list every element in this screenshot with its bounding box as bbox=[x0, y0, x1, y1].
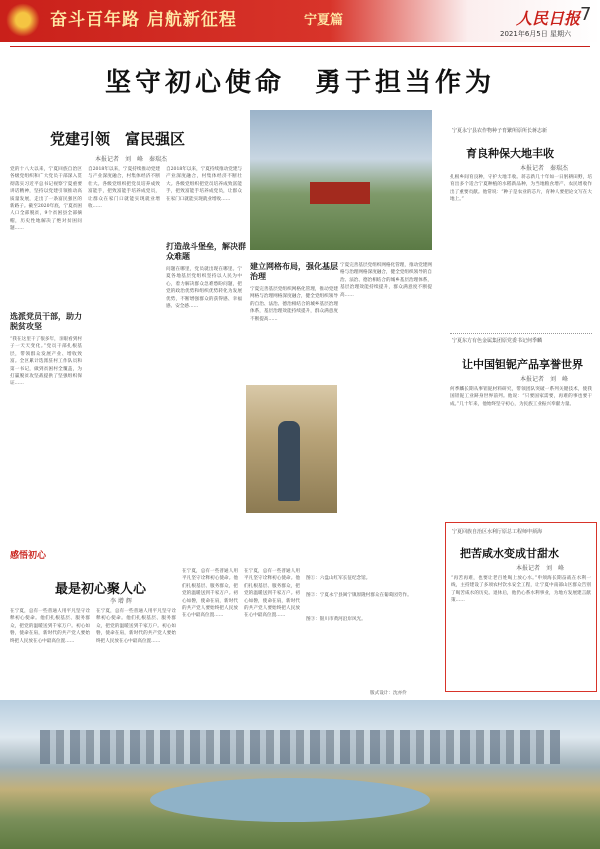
article2-byline: 李 增 辉 bbox=[110, 598, 132, 605]
skyline-shape bbox=[40, 730, 560, 764]
article1-col4: 宁夏完善基层党组织网格化管理，推动党建网格与治理网格深度融合，健全党组织领导的自治、法治、德治相结合的城乡基层治理体系，基层治理效能持续提升，群众满意度不断提高…… bbox=[250, 287, 338, 322]
caption-photo-man: 图②：宁夏永宁县闽宁镇原隆村群众在葡萄园劳作。 bbox=[306, 593, 412, 598]
caption-photo-city: 图③：银川市黄河沿岸风光。 bbox=[306, 617, 366, 622]
newspaper-logo: 人民日报 bbox=[516, 9, 581, 28]
right3-label: 宁夏回族自治区水利厅原总工程师申须海 bbox=[452, 529, 543, 535]
article1-col5: 宁夏完善基层党组织网格化管理，推动党建网格与治理网格深度融合，健全党组织领导的自治、法治、德治相结合的城乡基层治理体系，基层治理效能持续提升，群众满意度不断提高…… bbox=[340, 263, 432, 298]
farmer-photo bbox=[246, 385, 337, 513]
article1-col3: 问题在哪里，党员就出现在哪里。宁夏各地基层党组织坚持以人民为中心，着力解决群众急难愁盼问题，把党的政治优势和组织优势转化为发展优势，不断增强群众的获得感、幸福感、安全感…… bbox=[166, 267, 242, 310]
article2-col3: 在宁夏，总有一些普通人用平凡坚守诠释初心使命。他们扎根基层、服务群众，把党的温暖送到千家万户。初心如磐，使命在肩，新时代的共产党人要始终把人民放在心中最高位置…… bbox=[182, 569, 238, 619]
article2-col1: 在宁夏，总有一些普通人用平凡坚守诠释初心使命。他们扎根基层、服务群众，把党的温暖送到千家万户。初心如磐，使命在肩，新时代的共产党人要始终把人民放在心中最高位置…… bbox=[10, 609, 90, 644]
article1-title: 党建引领 富民强区 bbox=[50, 130, 186, 148]
article2-title: 最是初心聚人心 bbox=[55, 582, 147, 597]
article1-col2: 自2018年以来，宁夏持续推动党建与产业深度融合，村集体经济不断壮大。各级党组织把党员培养成致富能手，把致富能手培养成党员，让群众在家门口就能实现就业增收…… bbox=[88, 167, 160, 210]
article2-col2: 在宁夏，总有一些普通人用平凡坚守诠释初心使命。他们扎根基层、服务群众，把党的温暖送到千家万户。初心如磐，使命在肩，新时代的共产党人要始终把人民放在心中最高位置…… bbox=[96, 609, 176, 644]
right2-text: 何季麟长期从事钽铌材料研究，带领团队突破一系列关键技术，使我国钽铌工业跻身世界前列。他说：“只要国家需要，再难的事也要干成。”几十年来，他始终坚守初心，为民族工业振兴奉献力量。 bbox=[450, 387, 592, 407]
right3-byline: 本报记者 刘 峰 bbox=[516, 565, 565, 572]
article1-col1: 党的十八大以来，宁夏回族自治区各级党组织和广大党员干部深入贯彻落实习近平总书记视察宁夏重要讲话精神，坚持以党建引领推动高质量发展，走出了一条富民强区的新路子。截至2020年底，宁夏贫困人口全部脱贫，9个贫困县全部摘帽，历史性地解决了绝对贫困问题…… bbox=[10, 167, 82, 232]
right2-title: 让中国钽铌产品享誉世界 bbox=[462, 358, 583, 371]
right2-byline: 本报记者 刘 峰 bbox=[520, 376, 569, 383]
article1-col3-top: 自2018年以来，宁夏持续推动党建与产业深度融合，村集体经济不断壮大。各级党组织把党员培养成致富能手，把致富能手培养成党员，让群众在家门口就能实现就业增收…… bbox=[166, 167, 242, 202]
article1-section1-heading: 选派党员干部，助力脱贫攻坚 bbox=[10, 312, 82, 331]
memorial-wall-shape bbox=[310, 182, 370, 204]
lake-shape bbox=[150, 778, 430, 822]
person-figure bbox=[278, 421, 300, 501]
masthead-banner bbox=[0, 0, 600, 42]
header-divider bbox=[10, 46, 590, 47]
right3-title: 把苦咸水变成甘甜水 bbox=[460, 547, 559, 560]
right2-label: 宁夏东方有色金属集团原党委书记何季麟 bbox=[452, 338, 543, 344]
page-headline: 坚守初心使命 勇于担当作为 bbox=[104, 68, 495, 98]
article2-col4: 在宁夏，总有一些普通人用平凡坚守诠释初心使命。他们扎根基层、服务群众，把党的温暖送到千家万户。初心如磐，使命在肩，新时代的共产党人要始终把人民放在心中最高位置…… bbox=[244, 569, 300, 619]
hill-memorial-photo bbox=[250, 110, 432, 250]
right1-title: 育良种保大地丰收 bbox=[466, 147, 554, 160]
right3-text: “再苦再难，也要让老百姓喝上放心水。”申须海长期奋战在水利一线，主持建设了多项农村饮水安全工程，让宁夏中南部山区群众告别了喝苦咸水的历史。退休后，他仍心系水利事业，为地方发展建言献策…… bbox=[451, 576, 591, 604]
issue-date: 2021年6月5日 星期六 bbox=[500, 30, 571, 38]
article1-section3-heading: 建立网格布局，强化基层治理 bbox=[250, 262, 338, 281]
right1-byline: 本报记者 秦瑞杰 bbox=[520, 165, 569, 172]
party-emblem-icon bbox=[6, 3, 40, 37]
article1-byline: 本报记者 刘 峰 秦瑞杰 bbox=[95, 156, 168, 163]
series-subtitle: 宁夏篇 bbox=[304, 13, 344, 28]
article1-col1b: “我在这里干了很多年，亲眼看到村子一天天变化。”党员干部扎根基层，带领群众发展产业、增收致富。全区累计选派驻村工作队员和第一书记，做到贫困村全覆盖，为打赢脱贫攻坚战提供了坚强组织保证…… bbox=[10, 337, 82, 387]
article2-section-label: 感悟初心 bbox=[10, 551, 47, 561]
layout-credit: 版式设计：沈亦伶 bbox=[370, 691, 407, 696]
right-divider-1 bbox=[450, 333, 592, 334]
highlight-box bbox=[445, 522, 597, 692]
city-panorama-photo bbox=[0, 700, 600, 849]
right1-text: 扎根乡间育良种，守护大地丰收。蒋志新几十年如一日躬耕田野，培育出多个适合宁夏种植的水稻新品种，为当地粮食增产、农民增收作出了重要贡献。他常说：“种子是农业的芯片，育种人要把论文写在大地上。” bbox=[450, 175, 592, 203]
right1-label: 宁夏永宁县农作物种子育繁所原所长蒋志新 bbox=[452, 128, 548, 134]
page-number: 7 bbox=[580, 4, 592, 25]
caption-photo-hill: 图①：六盘山红军长征纪念馆。 bbox=[306, 576, 371, 581]
article1-section2-heading: 打造战斗堡垒，解决群众难题 bbox=[166, 242, 246, 261]
series-title: 奋斗百年路 启航新征程 bbox=[50, 10, 237, 30]
